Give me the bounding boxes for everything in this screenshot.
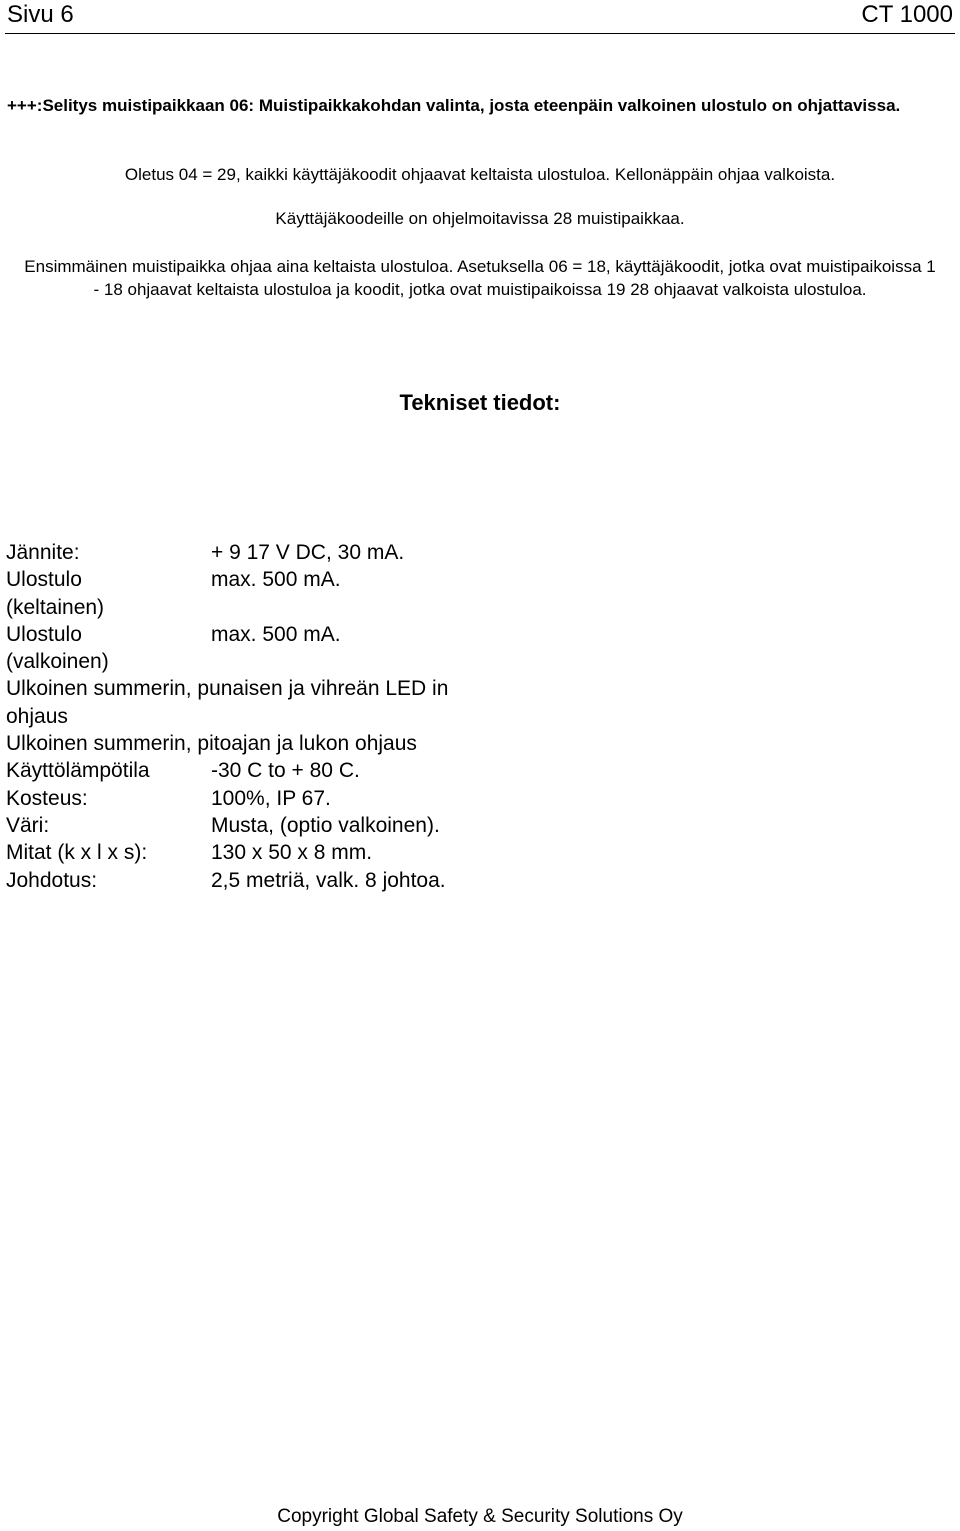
spec-row [6, 703, 566, 730]
spec-label: Ulostulo [6, 622, 82, 646]
spec-value: max. 500 mA. [211, 622, 341, 646]
spec-row [6, 730, 566, 757]
product-code: CT 1000 [861, 1, 953, 28]
spec-list [6, 539, 566, 894]
spec-label: Väri: [6, 813, 50, 837]
spec-label: Ulkoinen summerin, pitoajan ja lukon ohjaus [6, 732, 417, 756]
spec-value: -30 C to + 80 C. [211, 759, 360, 783]
spec-label: Kosteus: [6, 786, 88, 810]
spec-value: 130 x 50 x 8 mm. [211, 841, 373, 865]
page-header [5, 0, 955, 34]
spec-row [6, 839, 566, 866]
spec-row [6, 648, 566, 675]
spec-label: Johdotus: [6, 868, 98, 892]
spec-row [6, 675, 566, 702]
spec-value: 2,5 metriä, valk. 8 johtoa. [211, 868, 446, 892]
spec-label: Ulostulo [6, 568, 82, 592]
paragraph-memory-slots: Käyttäjäkoodeille on ohjelmoitavissa 28 muistipaikkaa. [275, 209, 685, 228]
spec-row [6, 539, 566, 566]
spec-label: ohjaus [6, 704, 68, 728]
spec-label: Mitat (k x l x s): [6, 841, 148, 865]
spec-row [6, 785, 566, 812]
spec-row [6, 867, 566, 894]
spec-value: max. 500 mA. [211, 568, 341, 592]
paragraph-default: Oletus 04 = 29, kaikki käyttäjäkoodit ohjaavat keltaista ulostuloa. Kellonäppäin ohjaa valkoista. [124, 165, 836, 184]
spec-label: Jännite: [6, 541, 80, 564]
spec-label: (valkoinen) [6, 650, 109, 674]
copyright-footer: Copyright Global Safety & Security Solutions Oy [277, 1506, 683, 1527]
spec-label: (keltainen) [6, 595, 105, 619]
spec-value: 100%, IP 67. [211, 786, 331, 810]
spec-value: + 9 17 V DC, 30 mA. [211, 541, 405, 564]
spec-row [6, 812, 566, 839]
spec-row [6, 757, 566, 784]
spec-value: Musta, (optio valkoinen). [211, 813, 440, 837]
spec-label: Käyttölämpötila [6, 759, 150, 783]
spec-row [6, 566, 566, 593]
note-paragraph: +++:Selitys muistipaikkaan 06: Muistipaikkakohdan valinta, josta eteenpäin valkoinen ulostulo on ohjattavissa. [7, 96, 901, 115]
spec-row [6, 594, 566, 621]
spec-row [6, 621, 566, 648]
page-number: Sivu 6 [7, 1, 74, 28]
section-title: Tekniset tiedot: [399, 390, 561, 415]
spec-label: Ulkoinen summerin, punaisen ja vihreän LED in [6, 677, 449, 701]
paragraph-first-slot: Ensimmäinen muistipaikka ohjaa aina keltaista ulostuloa. Asetuksella 06 = 18, käyttäjäkoodit, jotka ovat muistipaikoissa 1 - 18 ohjaavat keltaista ulostuloa ja koodit, jotka ovat muistipaikoissa 19 28 ohjaavat valkoista ulostuloa. [24, 257, 936, 299]
